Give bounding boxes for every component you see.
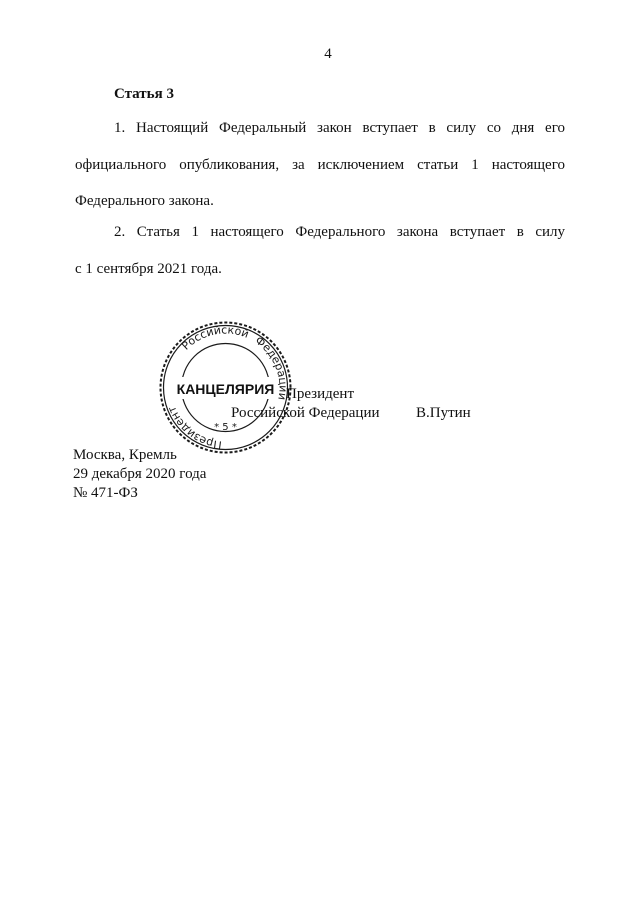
paragraph-2-line-1: 2. Статья 1 настоящего Федерального закона вступает в силу [114,224,565,240]
signature-name: В.Путин [416,405,471,421]
stamp-number: * 5 * [214,422,237,433]
law-number-line: № 471-ФЗ [73,485,138,501]
page-number: 4 [324,46,332,62]
paragraph-1-line-1: 1. Настоящий Федеральный закон вступает в силу со дня его [114,120,565,136]
signature-title-line-1: Президент [286,386,354,402]
paragraph-1-line-2: официального опубликования, за исключением статьи 1 настоящего [75,157,565,173]
stamp-center-text: КАНЦЕЛЯРИЯ [176,381,275,397]
stamp-ring-top: Российской [179,323,251,353]
signature-title-line-2: Российской Федерации [231,405,380,421]
date-line: 29 декабря 2020 года [73,466,207,482]
stamp-ring-right: Федерации [252,333,290,401]
official-stamp [158,320,293,455]
place-line: Москва, Кремль [73,447,177,463]
stamp-ring-left: Президент [165,404,223,452]
paragraph-1-line-3: Федерального закона. [75,193,214,209]
paragraph-2-line-2: с 1 сентября 2021 года. [75,261,222,277]
article-title: Статья 3 [114,86,174,102]
